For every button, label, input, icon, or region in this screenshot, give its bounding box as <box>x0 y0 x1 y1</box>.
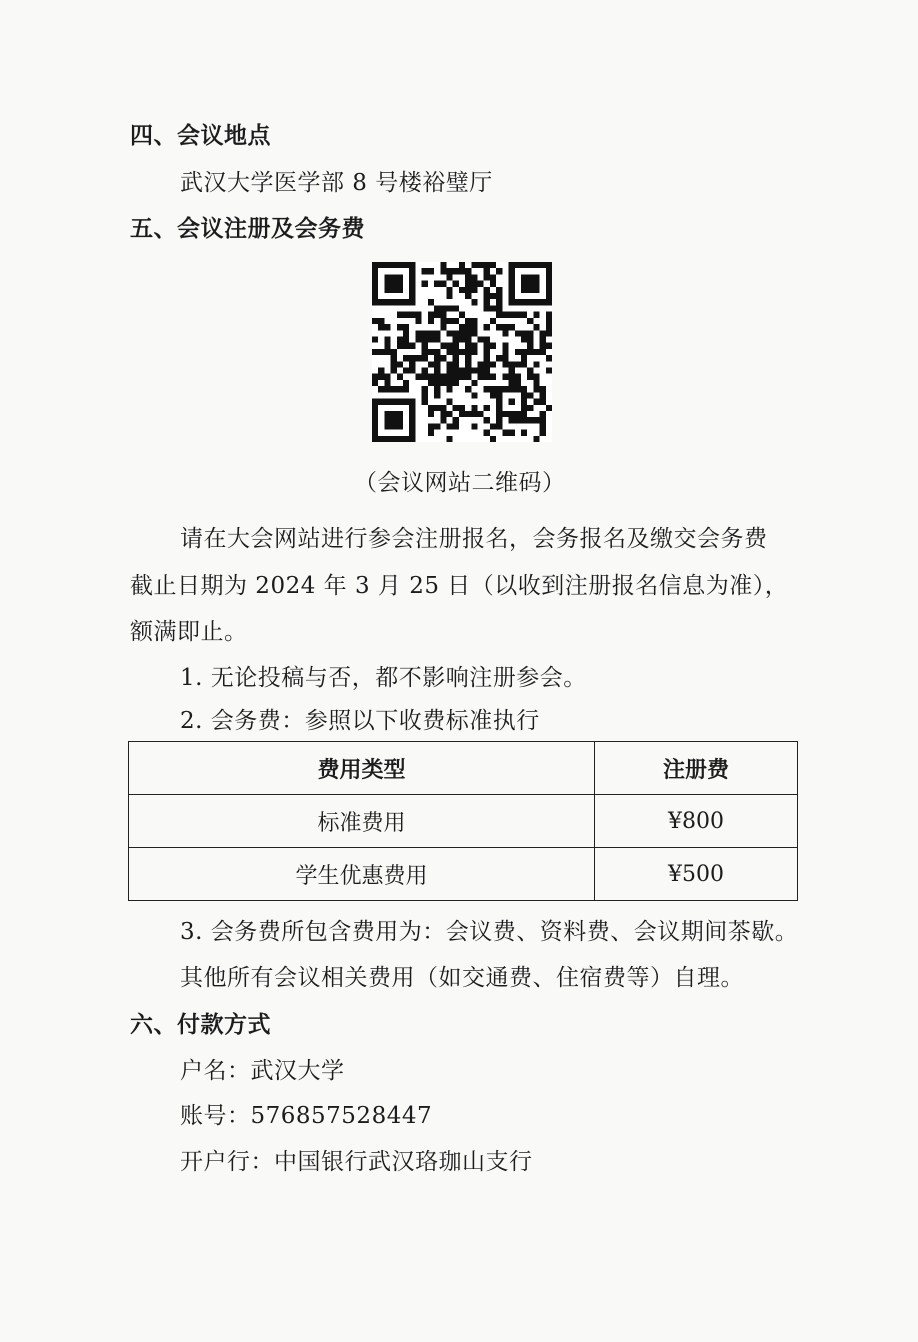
account-number: 账号：576857528447 <box>180 1103 433 1129</box>
header-fee-type: 费用类型 <box>129 742 595 795</box>
qr-caption: （会议网站二维码） <box>354 470 566 496</box>
fee-table <box>128 741 798 901</box>
list-item-1: 1. 无论投稿与否，都不影响注册参会。 <box>180 665 587 691</box>
table-row <box>129 848 798 901</box>
fee-amount-cell: ¥500 <box>595 848 798 901</box>
table-header-row <box>129 742 798 795</box>
list-item-3: 3. 会务费所包含费用为：会议费、资料费、会议期间茶歇。 <box>180 919 799 945</box>
bank-name: 开户行：中国银行武汉珞珈山支行 <box>180 1149 533 1175</box>
account-name: 户名：武汉大学 <box>180 1058 345 1084</box>
qr-code-image <box>372 262 552 442</box>
fee-amount-cell: ¥800 <box>595 795 798 848</box>
registration-paragraph-line-3: 额满即止。 <box>130 619 248 645</box>
venue-text: 武汉大学医学部 8 号楼裕璧厅 <box>180 170 493 196</box>
fee-type-cell: 标准费用 <box>129 795 595 848</box>
fee-note: 其他所有会议相关费用（如交通费、住宿费等）自理。 <box>180 965 744 991</box>
list-item-2: 2. 会务费：参照以下收费标准执行 <box>180 708 540 734</box>
registration-paragraph-line-2: 截止日期为 2024 年 3 月 25 日（以收到注册报名信息为准）， <box>130 573 789 599</box>
section-4-heading: 四、会议地点 <box>130 123 271 149</box>
table-row <box>129 795 798 848</box>
header-registration-fee: 注册费 <box>595 742 798 795</box>
section-6-heading: 六、付款方式 <box>130 1012 271 1038</box>
registration-paragraph-line-1: 请在大会网站进行参会注册报名，会务报名及缴交会务费 <box>180 526 768 552</box>
section-5-heading: 五、会议注册及会务费 <box>130 216 365 242</box>
fee-type-cell: 学生优惠费用 <box>129 848 595 901</box>
